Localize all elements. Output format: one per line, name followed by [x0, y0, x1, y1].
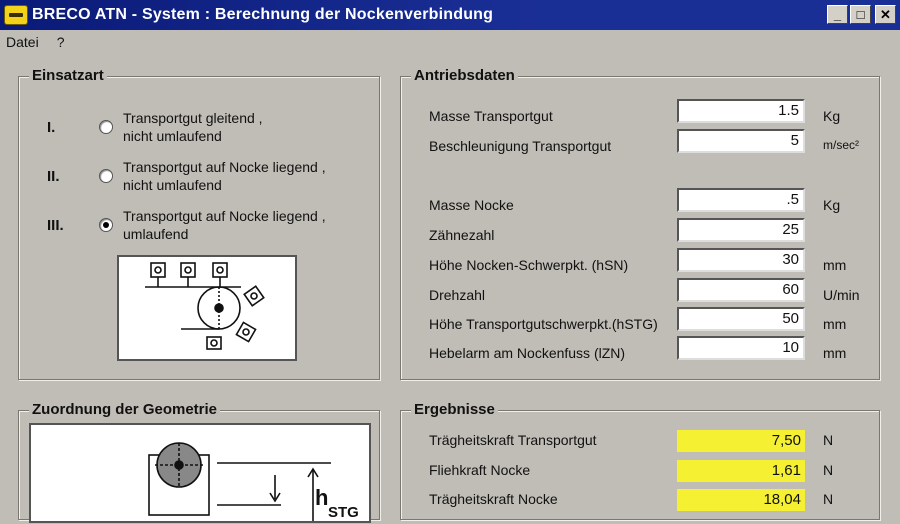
input-beschleunigung[interactable]: 5	[677, 129, 805, 153]
input-masse-transportgut[interactable]: 1.5	[677, 99, 805, 123]
unit-masse-transportgut: Kg	[823, 108, 841, 124]
unit-hoehe-nocken-schwerpkt: mm	[823, 257, 847, 273]
label-fliehkraft-nocke: Fliehkraft Nocke	[429, 462, 531, 478]
input-hebelarm[interactable]: 10	[677, 336, 805, 360]
input-zaehnezahl[interactable]: 25	[677, 218, 805, 242]
label-masse-nocke: Masse Nocke	[429, 197, 514, 213]
label-masse-transportgut: Masse Transportgut	[429, 108, 553, 124]
input-hoehe-transportgutschwerpkt[interactable]: 50	[677, 307, 805, 331]
unit-hebelarm: mm	[823, 345, 847, 361]
option-1-label[interactable]	[123, 109, 263, 145]
option-2-roman: II.	[47, 168, 60, 185]
title-bar[interactable]	[0, 0, 900, 30]
option-1-line2: nicht umlaufend	[123, 128, 222, 144]
einsatzart-illustration	[117, 255, 297, 361]
geometrie-illustration	[29, 423, 371, 523]
geometrie-title: Zuordnung der Geometrie	[29, 401, 220, 418]
result-fliehkraft-nocke: 1,61	[677, 460, 805, 482]
option-1-roman: I.	[47, 119, 56, 136]
option-1-radio[interactable]	[99, 120, 113, 134]
input-drehzahl[interactable]: 60	[677, 278, 805, 302]
input-hoehe-nocken-schwerpkt[interactable]: 30	[677, 248, 805, 272]
minimize-icon: _	[833, 7, 842, 22]
result-traegheitskraft-nocke: 18,04	[677, 489, 805, 511]
option-3-label[interactable]	[123, 207, 326, 243]
option-3-line2: umlaufend	[123, 226, 189, 242]
label-drehzahl: Drehzahl	[429, 287, 486, 303]
menu-bar	[0, 30, 900, 54]
option-2-line2: nicht umlaufend	[123, 177, 222, 193]
result-traegheitskraft-transportgut: 7,50	[677, 430, 805, 452]
option-3-line1: Transportgut auf Nocke liegend ,	[123, 208, 326, 224]
maximize-icon: □	[856, 7, 865, 22]
option-2-label[interactable]	[123, 158, 326, 194]
antriebsdaten-title: Antriebsdaten	[411, 67, 518, 84]
maximize-button[interactable]	[850, 5, 871, 24]
geometrie-group	[18, 401, 380, 521]
label-stg: STG	[328, 504, 359, 521]
option-1-line1: Transportgut gleitend ,	[123, 110, 263, 126]
label-hoehe-transportgutschwerpkt: Höhe Transportgutschwerpkt.(hSTG)	[429, 316, 658, 332]
unit-masse-nocke: Kg	[823, 197, 841, 213]
antriebsdaten-group	[400, 67, 880, 380]
breco-app-icon	[4, 5, 28, 25]
label-h: h	[315, 485, 329, 510]
label-beschleunigung: Beschleunigung Transportgut	[429, 138, 612, 154]
unit-traegheitskraft-nocke: N	[823, 491, 834, 507]
unit-hoehe-transportgutschwerpkt: mm	[823, 316, 847, 332]
ergebnisse-group	[400, 401, 880, 520]
close-button[interactable]	[875, 5, 896, 24]
unit-drehzahl: U/min	[823, 287, 860, 303]
unit-fliehkraft-nocke: N	[823, 462, 834, 478]
menu-help[interactable]: ?	[56, 34, 65, 50]
option-2-line1: Transportgut auf Nocke liegend ,	[123, 159, 326, 175]
close-icon: ✕	[880, 6, 891, 22]
label-traegheitskraft-transportgut: Trägheitskraft Transportgut	[429, 432, 597, 448]
einsatzart-title: Einsatzart	[29, 67, 107, 84]
label-hoehe-nocken-schwerpkt: Höhe Nocken-Schwerpkt. (hSN)	[429, 257, 629, 273]
window-title: BRECO ATN - System : Berechnung der Nockenverbindung	[32, 6, 494, 23]
unit-traegheitskraft-transportgut: N	[823, 432, 834, 448]
option-3-radio[interactable]	[99, 218, 113, 232]
option-3-roman: III.	[47, 217, 64, 234]
label-traegheitskraft-nocke: Trägheitskraft Nocke	[429, 491, 558, 507]
unit-beschleunigung: m/sec²	[823, 138, 859, 152]
menu-datei[interactable]: Datei	[6, 34, 39, 50]
label-hebelarm: Hebelarm am Nockenfuss (lZN)	[429, 345, 626, 361]
ergebnisse-title: Ergebnisse	[411, 401, 498, 418]
cam-diagram-graphic	[119, 257, 295, 359]
geometry-drawing-graphic	[31, 425, 369, 521]
input-masse-nocke[interactable]: .5	[677, 188, 805, 212]
minimize-button[interactable]	[827, 5, 848, 24]
option-2-radio[interactable]	[99, 169, 113, 183]
einsatzart-group	[18, 67, 380, 380]
label-zaehnezahl: Zähnezahl	[429, 227, 495, 243]
